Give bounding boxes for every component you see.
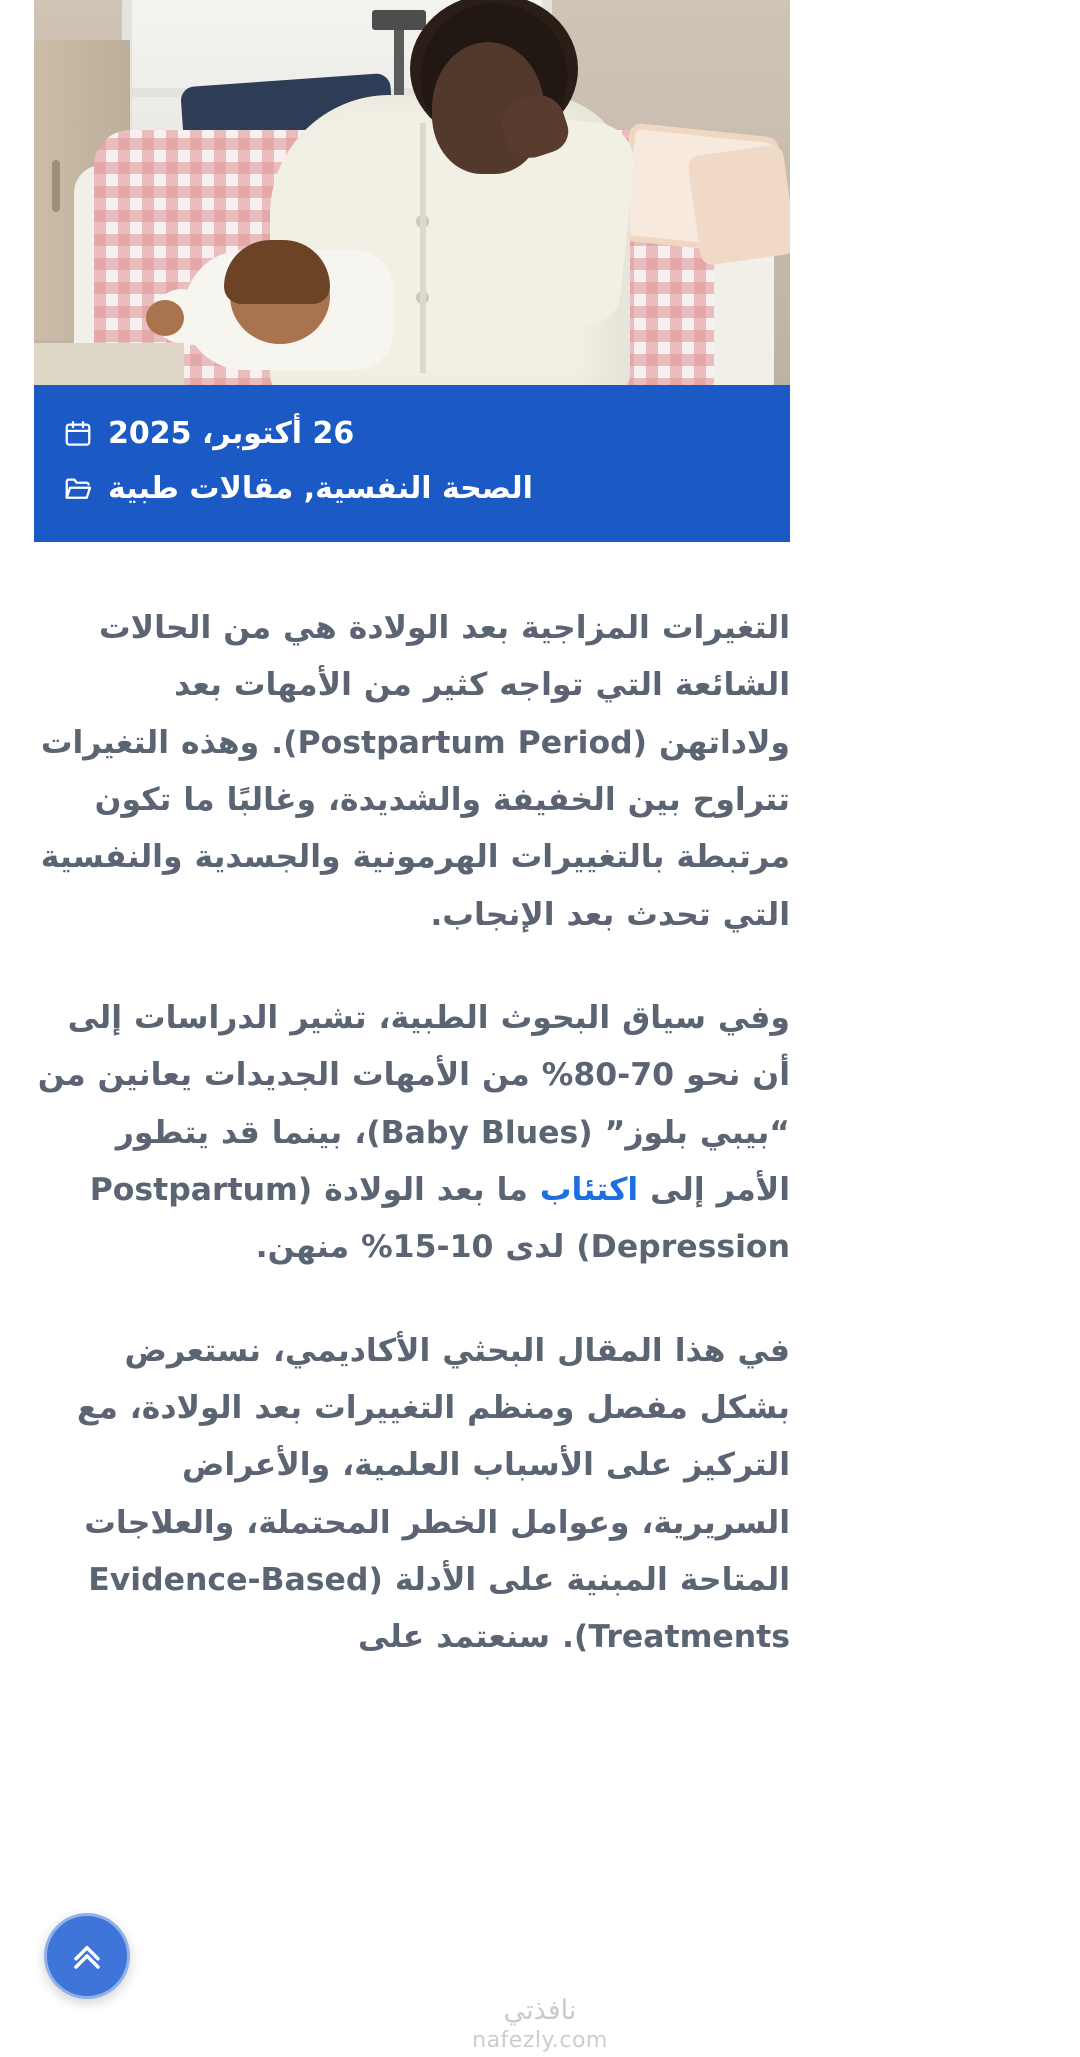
hero-shirt-button-2 (416, 291, 429, 304)
back-to-top-button[interactable] (44, 1913, 130, 1999)
article-categories: الصحة النفسية, مقالات طبية (108, 470, 533, 506)
article-paragraph-1: التغيرات المزاجية بعد الولادة هي من الحالات الشائعة التي تواجه كثير من الأمهات بعد ولاداتهن (Postpartum Period). وهذه التغيرات تتراوح بين الخفيفة والشديدة، وغالبًا ما تكون مرتبطة بالتغييرات الهرمونية والجسدية والنفسية التي تحدث بعد الإنجاب. (40, 610, 790, 933)
depression-link[interactable]: اكتئاب (539, 1171, 639, 1208)
article-paragraph-3: في هذا المقال البحثي الأكاديمي، نستعرض بشكل مفصل ومنظم التغييرات بعد الولادة، مع التركيز على الأسباب العلمية، والأعراض السريرية، وعوامل الخطر المحتملة، والعلاجات المتاحة المبنية على الأدلة (Evidence-Based Treatments). سنعتمد على (76, 1332, 790, 1656)
article-body (34, 600, 790, 1713)
double-chevron-up-icon (65, 1934, 109, 1978)
article-hero-image (34, 0, 790, 385)
article-paragraph-2: وفي سياق البحوث الطبية، تشير الدراسات إلى أن نحو 70-80% من الأمهات الجديدات يعانين من “بيبي بلوز” (Baby Blues)، بينما قد يتطور الأمر إلى اكتئاب ما بعد الولادة (Postpartum Depression) لدى 10-15% منهن. (37, 999, 790, 1266)
article-date-row (62, 411, 762, 458)
hero-lamp (394, 26, 404, 96)
watermark-arabic: نافذتي (503, 1995, 577, 2026)
calendar-icon (62, 418, 94, 450)
hero-baby-hand (146, 300, 184, 336)
hero-pillow-right-2 (687, 144, 790, 266)
site-watermark (0, 1995, 1080, 2053)
folder-icon (62, 473, 94, 505)
article-meta-bar (34, 385, 790, 542)
article-date: 26 أكتوبر، 2025 (108, 416, 355, 451)
hero-side-table (34, 343, 184, 385)
watermark-latin: nafezly.com (472, 2028, 608, 2053)
article-categories-row (62, 466, 762, 513)
article-card (34, 0, 790, 542)
hero-shirt-button-1 (416, 215, 429, 228)
